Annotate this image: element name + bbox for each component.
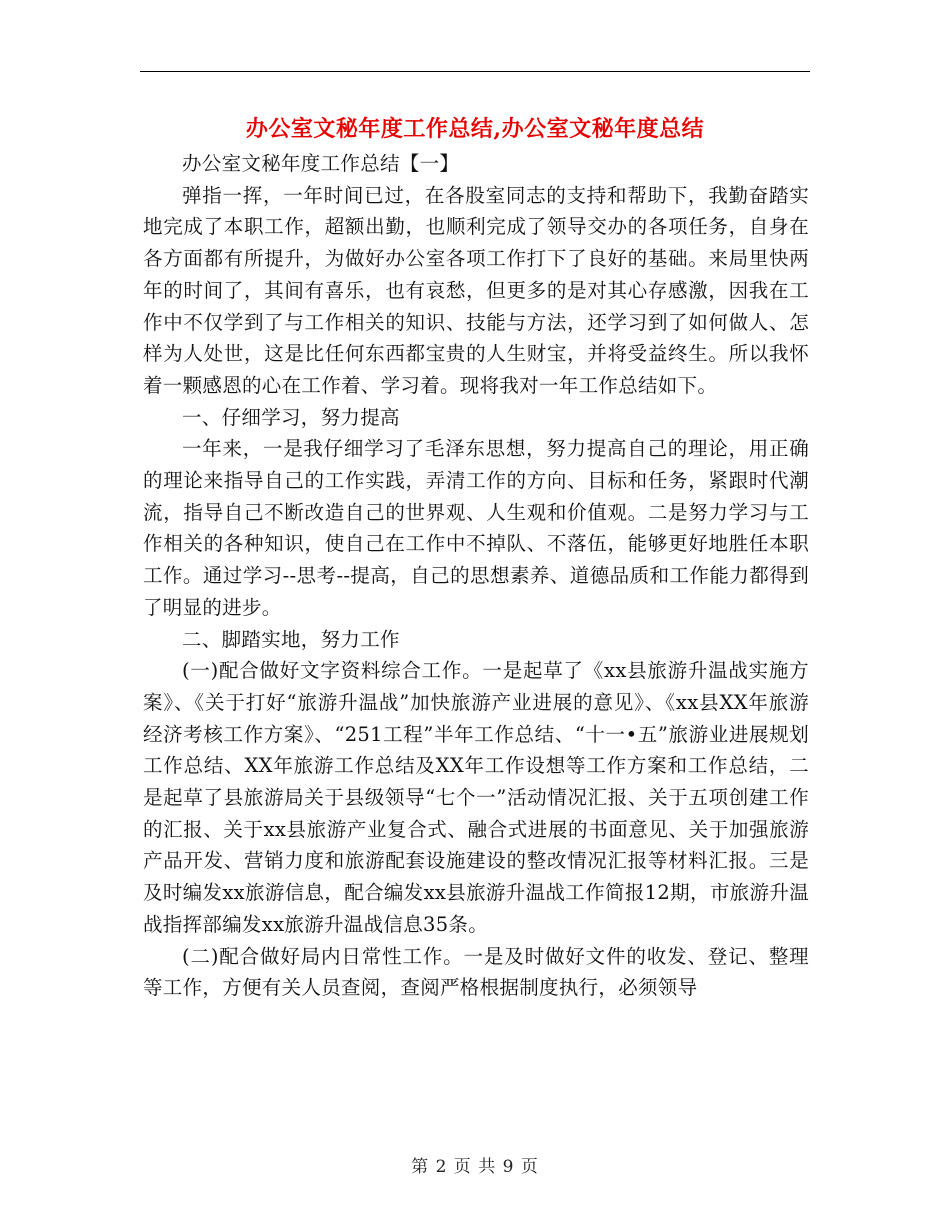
section-heading: 办公室文秘年度工作总结【一】 <box>182 152 460 175</box>
page-footer: 第 2 页 共 9 页 <box>411 1157 539 1177</box>
subheading: 一、仔细学习，努力提高 <box>182 405 400 429</box>
paragraph: 弹指一挥，一年时间已过，在各股室同志的支持和帮助下，我勤奋踏实地完成了本职工作，超额出勤，也顺利完成了领导交办的各项任务，自身在各方面都有所提升，为做好办公室各项工作打下了良好的基础。来局里快两年的时间了，其间有喜乐，也有哀愁，但更多的是对其心存感激，因我在工作中不仅学到了与工作相关的知识、技能与方法，还学习到了如何做人、怎样为人处世，这是比任何东西都宝贵的人生财宝，并将受益终生。所以我怀着一颗感恩的心在工作着、学习着。现将我对一年工作总结如下。 <box>143 183 809 397</box>
paragraph: 一年来，一是我仔细学习了毛泽东思想，努力提高自己的理论，用正确的理论来指导自己的工作实践，弄清工作的方向、目标和任务，紧跟时代潮流，指导自己不断改造自己的世界观、人生观和价值观。二是努力学习与工作相关的各种知识，使自己在工作中不掉队、不落伍，能够更好地胜任本职工作。通过学习--思考--提高，自己的思想素养、道德品质和工作能力都得到了明显的进步。 <box>143 437 809 619</box>
header-rule <box>140 71 810 72</box>
document-body <box>143 148 809 1004</box>
document-title: 办公室文秘年度工作总结,办公室文秘年度总结 <box>245 116 705 142</box>
subheading: 二、脚踏实地，努力工作 <box>182 627 400 651</box>
paragraph: (二)配合做好局内日常性工作。一是及时做好文件的收发、登记、整理等工作，方便有关人员查阅，查阅严格根据制度执行，必须领导 <box>143 944 809 1000</box>
paragraph: (一)配合做好文字资料综合工作。一是起草了《xx县旅游升温战实施方案》、《关于打好“旅游升温战”加快旅游产业进展的意见》、《xx县XX年旅游经济考核工作方案》、“251工程”半年工作总结、“十一•五”旅游业进展规划工作总结、XX年旅游工作总结及XX年工作设想等工作方案和工作总结，二是起草了县旅游局关于县级领导“七个一”活动情况汇报、关于五项创建工作的汇报、关于xx县旅游产业复合式、融合式进展的书面意见、关于加强旅游产品开发、营销力度和旅游配套设施建设的整改情况汇报等材料汇报。三是及时编发xx旅游信息，配合编发xx县旅游升温战工作简报12期，市旅游升温战指挥部编发xx旅游升温战信息35条。 <box>143 659 809 936</box>
